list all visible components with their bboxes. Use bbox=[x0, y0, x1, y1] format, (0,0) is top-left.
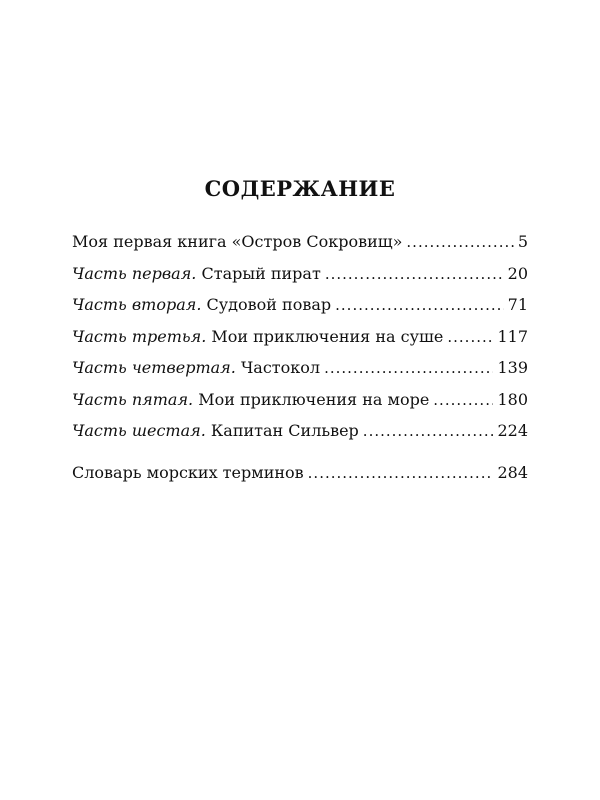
toc-entry bbox=[72, 358, 528, 390]
table-of-contents bbox=[72, 232, 528, 494]
toc-entry bbox=[72, 327, 528, 359]
toc-page-number: 5 bbox=[517, 232, 528, 251]
toc-entry-label bbox=[72, 264, 321, 283]
dot-leader bbox=[324, 359, 493, 377]
toc-page-number: 117 bbox=[497, 326, 528, 346]
toc-part-label: Часть четвертая. bbox=[72, 358, 236, 377]
toc-part-label: Часть шестая. bbox=[72, 421, 206, 440]
toc-page-number: 180 bbox=[497, 389, 528, 409]
toc-page-number: 71 bbox=[507, 295, 528, 314]
toc-entry-title: Словарь морских терминов bbox=[72, 462, 304, 482]
toc-entry bbox=[72, 421, 528, 453]
dot-leader bbox=[447, 328, 493, 346]
dot-leader bbox=[406, 233, 513, 251]
dot-leader bbox=[433, 391, 493, 409]
dot-leader bbox=[335, 296, 504, 314]
toc-entry bbox=[72, 264, 528, 296]
dot-leader bbox=[363, 422, 494, 440]
dot-leader bbox=[325, 265, 504, 283]
toc-entry-label bbox=[72, 358, 320, 377]
toc-entry-label bbox=[72, 327, 443, 346]
toc-entry-title: Мои приключения на суше bbox=[211, 326, 444, 346]
toc-entry-label bbox=[72, 295, 331, 314]
toc-page-number: 139 bbox=[497, 358, 528, 377]
toc-part-label: Часть пятая. bbox=[72, 389, 194, 409]
toc-entry-label bbox=[72, 463, 304, 482]
toc-page-number: 224 bbox=[497, 421, 528, 440]
toc-entry-title: Старый пират bbox=[201, 263, 321, 283]
toc-entry-title: Капитан Сильвер bbox=[210, 421, 359, 440]
toc-entry-title: Моя первая книга «Остров Сокровищ» bbox=[72, 232, 403, 251]
dot-leader bbox=[308, 464, 494, 482]
toc-part-label: Часть третья. bbox=[72, 326, 207, 346]
toc-entry bbox=[72, 232, 528, 264]
page-title: СОДЕРЖАНИЕ bbox=[204, 176, 396, 201]
toc-entry-label bbox=[72, 232, 402, 251]
toc-page-number: 284 bbox=[497, 462, 528, 482]
toc-entry-title: Частокол bbox=[240, 358, 321, 377]
toc-entry-label bbox=[72, 421, 359, 440]
toc-entry-title: Мои приключения на море bbox=[198, 389, 430, 409]
toc-appendix-entry bbox=[72, 463, 528, 495]
toc-entry bbox=[72, 390, 528, 422]
toc-page-number: 20 bbox=[507, 263, 528, 283]
toc-entry-title: Судовой повар bbox=[206, 295, 332, 314]
toc-part-label: Часть вторая. bbox=[72, 295, 202, 314]
toc-part-label: Часть первая. bbox=[72, 263, 197, 283]
toc-entry bbox=[72, 295, 528, 327]
toc-entry-label bbox=[72, 390, 429, 409]
